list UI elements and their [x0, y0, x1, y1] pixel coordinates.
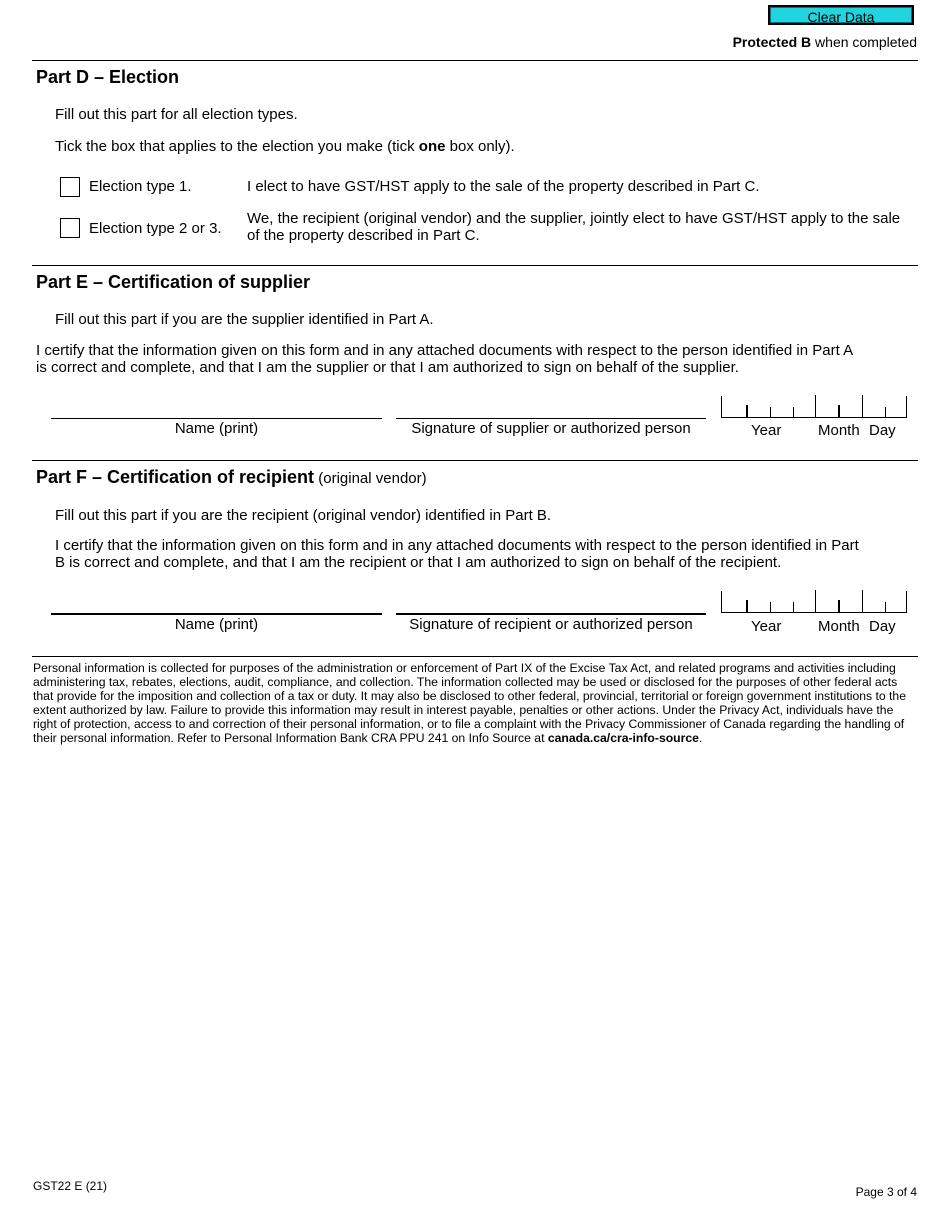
supplier-signature-caption: Signature of supplier or authorized person	[411, 420, 691, 437]
recipient-signature-caption: Signature of recipient or authorized person	[409, 616, 693, 633]
divider	[32, 656, 918, 657]
privacy-notice-end: .	[698, 731, 703, 745]
recipient-name-input[interactable]	[51, 593, 381, 611]
supplier-name-caption: Name (print)	[174, 420, 259, 437]
info-source-link[interactable]: canada.ca/cra-info-source	[547, 731, 699, 745]
recipient-name-caption: Name (print)	[174, 616, 259, 633]
part-d-title: Part D – Election	[36, 67, 180, 87]
supplier-name-line	[51, 418, 382, 419]
recipient-date-day-caption: Day	[869, 618, 896, 635]
tick-instruction-bold: one	[418, 138, 446, 155]
election-type-2-or-3-description: We, the recipient (original vendor) and the supplier, jointly elect to have GST/HST apply to the sale of the property described in Part C.	[247, 210, 901, 244]
supplier-date-month-caption: Month	[818, 422, 860, 439]
recipient-date-input[interactable]	[721, 591, 907, 613]
page-number: Page 3 of 4	[855, 1185, 917, 1199]
election-type-1-label: Election type 1.	[89, 178, 192, 195]
election-type-2-or-3-label: Election type 2 or 3.	[89, 220, 222, 237]
part-f-title	[36, 467, 427, 488]
part-d-intro: Fill out this part for all election types.	[55, 106, 298, 123]
recipient-signature-line	[396, 613, 706, 615]
divider	[32, 265, 918, 266]
divider	[32, 60, 918, 61]
recipient-name-line	[51, 613, 382, 615]
part-f-intro: Fill out this part if you are the recipient (original vendor) identified in Part B.	[55, 507, 552, 524]
election-type-1-checkbox[interactable]	[60, 177, 80, 197]
form-identifier: GST22 E (21)	[33, 1179, 108, 1193]
part-f-title-main: Part F – Certification of recipient	[36, 467, 315, 487]
protected-b-notice	[733, 34, 917, 50]
supplier-date-year-caption: Year	[751, 422, 782, 439]
protected-b-label: Protected B	[732, 34, 812, 50]
election-type-1-description: I elect to have GST/HST apply to the sale of the property described in Part C.	[247, 178, 760, 195]
supplier-date-input[interactable]	[721, 396, 907, 418]
part-f-certify-statement: I certify that the information given on this form and in any attached documents with respect to the person identified in Part B is correct and complete, and that I am the recipient or that I am authorized to sign on behalf of the recipient.	[55, 537, 859, 571]
clear-data-button[interactable]: Clear Data	[768, 5, 914, 25]
protected-b-suffix: when completed	[811, 34, 917, 50]
election-type-2-or-3-checkbox[interactable]	[60, 218, 80, 238]
part-e-intro: Fill out this part if you are the supplier identified in Part A.	[55, 311, 434, 328]
recipient-date-month-caption: Month	[818, 618, 860, 635]
part-e-certify-statement: I certify that the information given on this form and in any attached documents with respect to the person identified in Part A is correct and complete, and that I am the supplier or that I am authorized to sign on behalf of the supplier.	[36, 342, 853, 376]
supplier-date-day-caption: Day	[869, 422, 896, 439]
part-d-tick-instruction	[55, 138, 515, 155]
tick-instruction-prefix: Tick the box that applies to the election you make (tick	[55, 138, 419, 155]
recipient-date-year-caption: Year	[751, 618, 782, 635]
privacy-notice-text: Personal information is collected for purposes of the administration or enforcement of Part IX of the Excise Tax Act, and related programs and activities including administering tax, rebates, elections, audit, compliance, and collection. The information collected may be used or disclosed for the purposes of other federal acts that provide for the imposition and collection of a tax or duty. It may also be disclosed to other federal, provincial, territorial or foreign government institutions to the extent authorized by law. Failure to provide this information may result in interest payable, penalties or other actions. Under the Privacy Act, individuals have the right of protection, access to and correction of their personal information, or to file a complaint with the Privacy Commissioner of Canada regarding the handling of their personal information. Refer to Personal Information Bank CRA PPU 241 on Info Source at	[33, 661, 906, 745]
recipient-signature-input[interactable]	[396, 593, 705, 611]
supplier-signature-input[interactable]	[396, 398, 705, 416]
part-f-title-sub: (original vendor)	[314, 470, 427, 487]
privacy-notice	[33, 661, 913, 745]
supplier-name-input[interactable]	[51, 398, 381, 416]
supplier-signature-line	[396, 418, 706, 419]
tick-instruction-suffix: box only).	[445, 138, 515, 155]
part-e-title: Part E – Certification of supplier	[36, 272, 311, 292]
divider	[32, 460, 918, 461]
